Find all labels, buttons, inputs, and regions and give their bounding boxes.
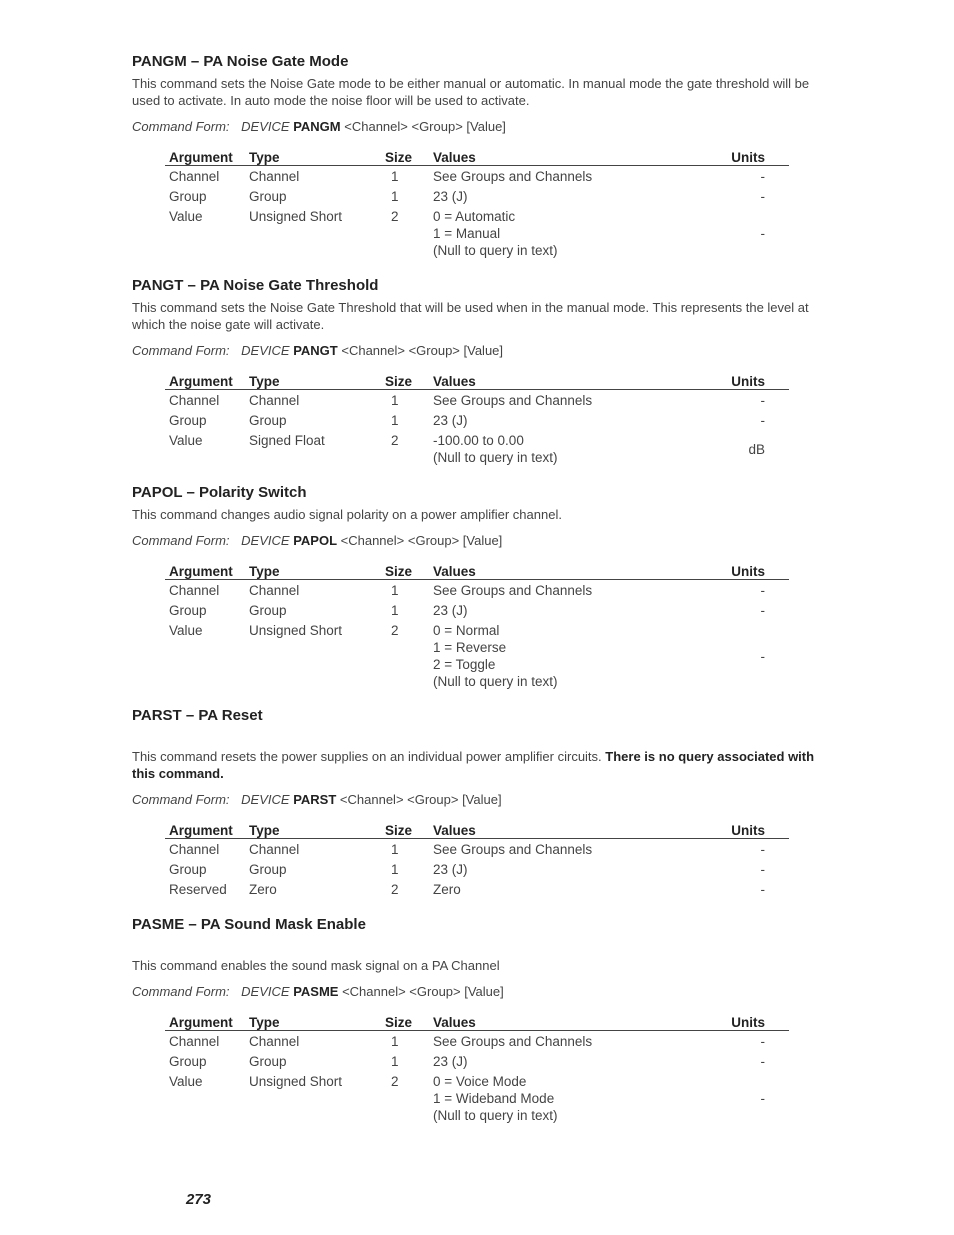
- cell-values: [429, 166, 692, 189]
- cell-size: 1: [391, 842, 399, 857]
- arguments-table: [165, 372, 789, 466]
- command-form-device: DEVICE: [241, 533, 290, 548]
- cell-values: [429, 208, 692, 259]
- section-description: This command changes audio signal polarity on a power amplifier channel.: [132, 507, 562, 522]
- table-row: [165, 861, 789, 881]
- arguments-table: [165, 1013, 789, 1124]
- value-line: 0 = Normal: [433, 623, 500, 638]
- cell-argument: Group: [169, 1054, 207, 1069]
- arguments-table: [165, 562, 789, 690]
- command-form: [132, 983, 832, 1000]
- value-line: See Groups and Channels: [433, 169, 593, 184]
- cell-type: Group: [249, 1054, 287, 1069]
- table-header-row: [165, 372, 789, 390]
- table-header-row: [165, 562, 789, 580]
- cell-type: Channel: [249, 842, 300, 857]
- cell-argument: Channel: [169, 583, 220, 598]
- cell-values: [429, 188, 692, 208]
- command-code: PASME: [132, 916, 185, 933]
- cell-values: [429, 1053, 692, 1073]
- section-title-text: – Polarity Switch: [182, 484, 307, 501]
- cell-size: 2: [391, 1074, 399, 1089]
- command-form: [132, 791, 832, 808]
- cell-size: 2: [391, 882, 399, 897]
- cell-values: [429, 839, 692, 862]
- cell-values: [429, 1073, 692, 1124]
- section-title-text: – PA Sound Mask Enable: [184, 916, 366, 933]
- cell-units: -: [760, 1034, 765, 1049]
- cell-argument: Group: [169, 603, 207, 618]
- cell-type: Unsigned Short: [249, 623, 343, 638]
- cell-type: Group: [249, 413, 287, 428]
- command-code: PANGM: [132, 53, 187, 70]
- cell-type: Group: [249, 862, 287, 877]
- command-form-code: PANGM: [293, 119, 341, 134]
- section-description-note: There is no query associated with this command.: [132, 749, 815, 781]
- section-pangt: [132, 277, 832, 466]
- cell-units: -: [760, 603, 765, 618]
- command-form-device: DEVICE: [241, 792, 290, 807]
- cell-units: dB: [748, 441, 765, 457]
- table-row: [165, 622, 789, 690]
- value-line: -100.00 to 0.00: [433, 433, 524, 448]
- table-row: [165, 1031, 789, 1054]
- cell-argument: Value: [169, 433, 203, 448]
- table-row: [165, 1053, 789, 1073]
- cell-units: -: [760, 842, 765, 857]
- cell-size: 1: [391, 189, 399, 204]
- cell-values: [429, 412, 692, 432]
- column-header: Values: [429, 372, 692, 390]
- column-header: Type: [245, 148, 381, 166]
- cell-units: -: [760, 583, 765, 598]
- cell-size: 2: [391, 209, 399, 224]
- table-header-row: [165, 1013, 789, 1031]
- section-title: [132, 53, 832, 71]
- table-row: [165, 602, 789, 622]
- value-line: (Null to query in text): [433, 243, 558, 258]
- table-row: [165, 390, 789, 413]
- column-header: Units: [692, 1013, 789, 1031]
- cell-units: -: [760, 862, 765, 877]
- value-line: See Groups and Channels: [433, 583, 593, 598]
- value-line: See Groups and Channels: [433, 842, 593, 857]
- cell-argument: Value: [169, 209, 203, 224]
- value-line: 0 = Automatic: [433, 209, 516, 224]
- column-header: Units: [692, 821, 789, 839]
- column-header: Values: [429, 562, 692, 580]
- section-description: This command sets the Noise Gate Threshold that will be used when in the manual mode. This represents the level at which the noise gate will activate.: [132, 300, 809, 332]
- section-pangm: [132, 53, 832, 259]
- column-header: Argument: [165, 1013, 245, 1031]
- section-pasme: [132, 916, 832, 1124]
- value-line: (Null to query in text): [433, 674, 558, 689]
- value-line: 23 (J): [433, 603, 468, 618]
- cell-values: [429, 432, 692, 466]
- cell-units: -: [760, 882, 765, 897]
- section-title: [132, 916, 832, 934]
- cell-units: -: [760, 226, 765, 241]
- command-form-code: PASME: [293, 984, 339, 999]
- command-form-label: Command Form:: [132, 343, 230, 358]
- command-form: [132, 532, 832, 549]
- cell-type: Channel: [249, 1034, 300, 1049]
- value-line: 1 = Reverse: [433, 640, 507, 655]
- command-form-label: Command Form:: [132, 984, 230, 999]
- table-row: [165, 412, 789, 432]
- command-form: [132, 118, 832, 135]
- column-header: Argument: [165, 821, 245, 839]
- cell-size: 1: [391, 169, 399, 184]
- cell-values: [429, 861, 692, 881]
- command-form-label: Command Form:: [132, 792, 230, 807]
- section-description: [132, 748, 827, 782]
- cell-size: 1: [391, 862, 399, 877]
- column-header: Type: [245, 562, 381, 580]
- command-form-device: DEVICE: [241, 984, 290, 999]
- section-title-text: – PA Noise Gate Threshold: [183, 277, 379, 294]
- cell-units: -: [760, 648, 765, 664]
- command-form-label: Command Form:: [132, 533, 230, 548]
- cell-values: [429, 1031, 692, 1054]
- section-title: [132, 277, 832, 295]
- table-header-row: [165, 148, 789, 166]
- command-code: PAPOL: [132, 484, 183, 501]
- column-header: Argument: [165, 372, 245, 390]
- cell-size: 1: [391, 1054, 399, 1069]
- value-line: 23 (J): [433, 189, 468, 204]
- column-header: Size: [381, 821, 429, 839]
- section-title-text: – PA Reset: [181, 707, 263, 724]
- cell-type: Unsigned Short: [249, 209, 343, 224]
- command-form-args: <Channel> <Group> [Value]: [340, 533, 503, 548]
- cell-values: [429, 580, 692, 603]
- command-form-label: Command Form:: [132, 119, 230, 134]
- page-number: 273: [186, 1191, 212, 1208]
- command-form-device: DEVICE: [241, 119, 290, 134]
- table-header-row: [165, 821, 789, 839]
- command-form-args: <Channel> <Group> [Value]: [344, 119, 506, 134]
- column-header: Argument: [165, 562, 245, 580]
- cell-size: 1: [391, 393, 399, 408]
- column-header: Values: [429, 1013, 692, 1031]
- section-description: This command sets the Noise Gate mode to be either manual or automatic. In manual mode the gate threshold will be used to activate. In auto mode the noise floor will be used to activate.: [132, 76, 810, 108]
- command-form-device: DEVICE: [241, 343, 290, 358]
- cell-type: Channel: [249, 169, 300, 184]
- column-header: Values: [429, 821, 692, 839]
- arguments-table: [165, 821, 789, 901]
- table-row: [165, 839, 789, 862]
- cell-values: [429, 622, 692, 690]
- column-header: Size: [381, 1013, 429, 1031]
- value-line: 23 (J): [433, 862, 468, 877]
- value-line: 0 = Voice Mode: [433, 1074, 527, 1089]
- column-header: Type: [245, 821, 381, 839]
- command-form-code: PAPOL: [293, 533, 338, 548]
- section-description-text: This command resets the power supplies on an individual power amplifier circuits.: [132, 749, 606, 764]
- cell-type: Signed Float: [249, 433, 325, 448]
- cell-values: [429, 881, 692, 901]
- section-papol: [132, 484, 832, 690]
- command-form-code: PANGT: [293, 343, 338, 358]
- table-row: [165, 208, 789, 259]
- column-header: Size: [381, 372, 429, 390]
- command-code: PARST: [132, 707, 182, 724]
- cell-units: -: [760, 189, 765, 204]
- command-form: [132, 342, 832, 359]
- cell-argument: Value: [169, 623, 203, 638]
- table-row: [165, 166, 789, 189]
- table-row: [165, 881, 789, 901]
- value-line: See Groups and Channels: [433, 1034, 593, 1049]
- cell-type: Zero: [249, 882, 277, 897]
- value-line: (Null to query in text): [433, 450, 558, 465]
- column-header: Units: [692, 562, 789, 580]
- column-header: Units: [692, 372, 789, 390]
- section-title: [132, 707, 832, 725]
- table-row: [165, 1073, 789, 1124]
- section-parst: [132, 707, 832, 901]
- value-line: 1 = Manual: [433, 226, 501, 241]
- section-description: This command enables the sound mask signal on a PA Channel: [132, 958, 500, 973]
- cell-type: Unsigned Short: [249, 1074, 343, 1089]
- cell-argument: Channel: [169, 1034, 220, 1049]
- command-form-code: PARST: [293, 792, 337, 807]
- cell-type: Channel: [249, 583, 300, 598]
- arguments-table: [165, 148, 789, 259]
- value-line: 23 (J): [433, 413, 468, 428]
- cell-argument: Channel: [169, 842, 220, 857]
- section-title-text: – PA Noise Gate Mode: [186, 53, 349, 70]
- cell-type: Group: [249, 189, 287, 204]
- column-header: Values: [429, 148, 692, 166]
- value-line: See Groups and Channels: [433, 393, 593, 408]
- cell-argument: Group: [169, 862, 207, 877]
- cell-size: 1: [391, 413, 399, 428]
- cell-argument: Channel: [169, 169, 220, 184]
- command-form-args: <Channel> <Group> [Value]: [342, 984, 504, 999]
- section-title: [132, 484, 832, 502]
- cell-values: [429, 390, 692, 413]
- table-row: [165, 580, 789, 603]
- value-line: 2 = Toggle: [433, 657, 496, 672]
- cell-size: 1: [391, 583, 399, 598]
- value-line: 1 = Wideband Mode: [433, 1091, 555, 1106]
- cell-units: -: [760, 1054, 765, 1069]
- column-header: Type: [245, 1013, 381, 1031]
- cell-units: -: [760, 393, 765, 408]
- command-form-args: <Channel> <Group> [Value]: [341, 343, 504, 358]
- cell-size: 2: [391, 623, 399, 638]
- cell-units: -: [760, 169, 765, 184]
- command-code: PANGT: [132, 277, 184, 294]
- cell-size: 2: [391, 433, 399, 448]
- column-header: Units: [692, 148, 789, 166]
- table-row: [165, 432, 789, 466]
- column-header: Size: [381, 148, 429, 166]
- cell-argument: Channel: [169, 393, 220, 408]
- cell-size: 1: [391, 1034, 399, 1049]
- value-line: (Null to query in text): [433, 1108, 558, 1123]
- cell-units: -: [760, 1091, 765, 1106]
- cell-units: -: [760, 413, 765, 428]
- cell-values: [429, 602, 692, 622]
- value-line: 23 (J): [433, 1054, 468, 1069]
- cell-argument: Reserved: [169, 882, 227, 897]
- value-line: Zero: [433, 882, 461, 897]
- cell-type: Group: [249, 603, 287, 618]
- column-header: Argument: [165, 148, 245, 166]
- column-header: Type: [245, 372, 381, 390]
- column-header: Size: [381, 562, 429, 580]
- cell-type: Channel: [249, 393, 300, 408]
- cell-argument: Group: [169, 413, 207, 428]
- cell-argument: Value: [169, 1074, 203, 1089]
- cell-argument: Group: [169, 189, 207, 204]
- table-row: [165, 188, 789, 208]
- cell-size: 1: [391, 603, 399, 618]
- command-form-args: <Channel> <Group> [Value]: [339, 792, 502, 807]
